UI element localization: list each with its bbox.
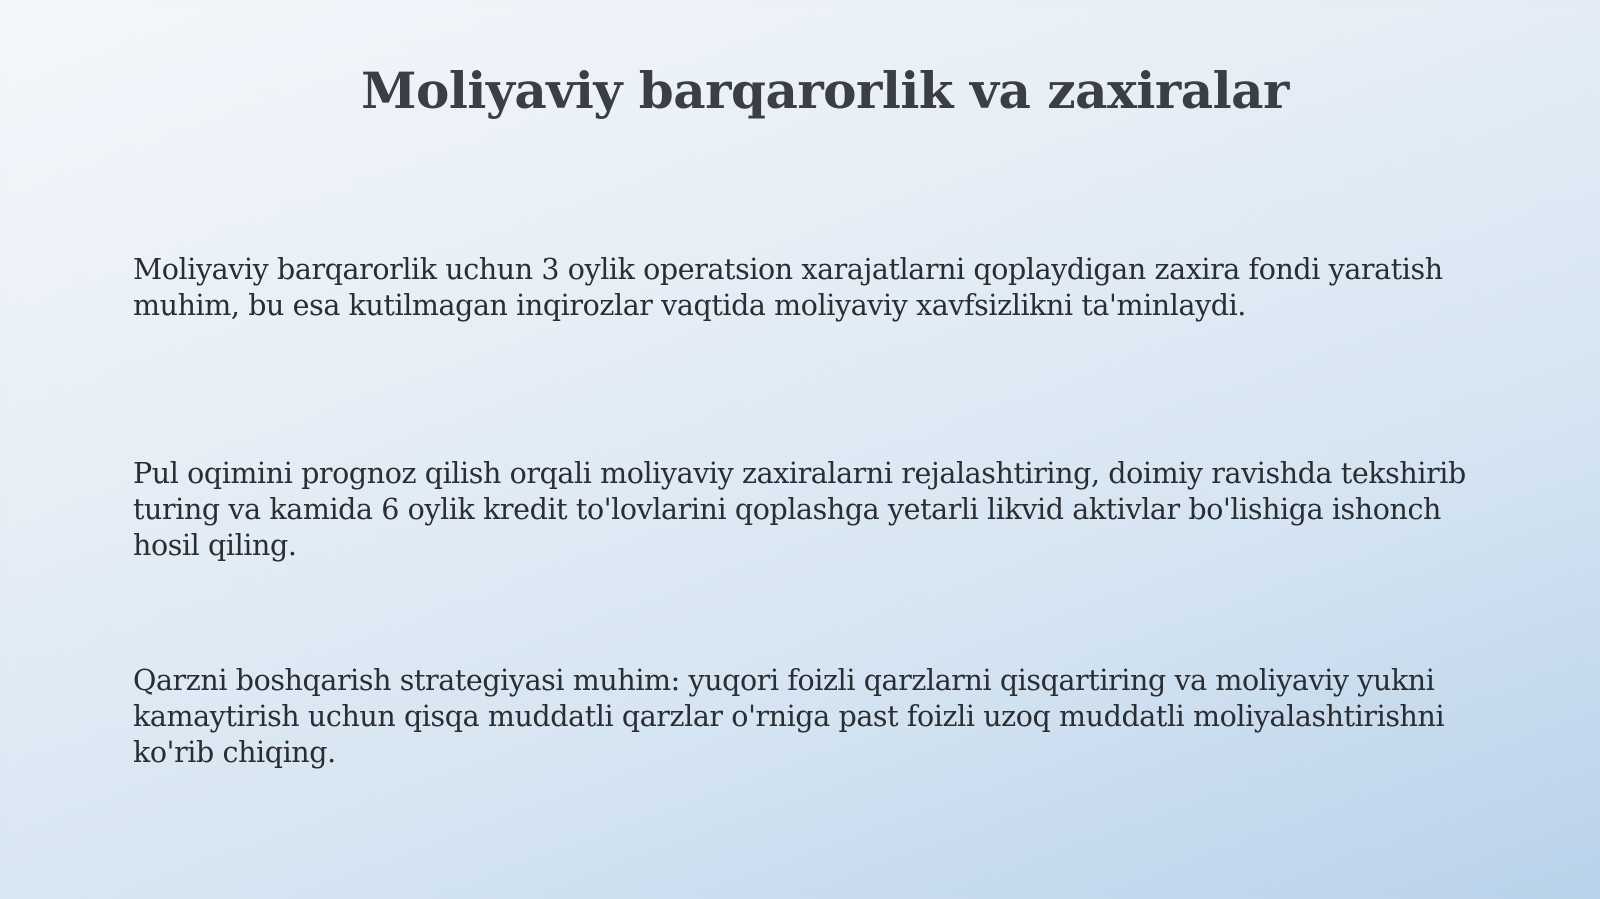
paragraph-debt-management: Qarzni boshqarish strategiyasi muhim: yuqori foizli qarzlarni qisqartiring va moliyaviy yukni kamaytirish uchun qisqa muddatli qarzlar o'rniga past foizli uzoq muddatli moliyalashtirishni ko'rib chiqing.: [133, 664, 1445, 769]
slide-title: Moliyaviy barqarorlik va zaxiralar: [361, 61, 1289, 120]
paragraph-cash-flow-forecast: Pul oqimini prognoz qilish orqali moliyaviy zaxiralarni rejalashtiring, doimiy ravishda tekshirib turing va kamida 6 oylik kredit to'lovlarini qoplashga yetarli likvid aktivlar bo'lishiga ishonch hosil qiling.: [133, 457, 1466, 562]
paragraph-reserve-fund: Moliyaviy barqarorlik uchun 3 oylik operatsion xarajatlarni qoplaydigan zaxira fondi yaratish muhim, bu esa kutilmagan inqirozlar vaqtida moliyaviy xavfsizlikni ta'minlaydi.: [133, 253, 1443, 322]
